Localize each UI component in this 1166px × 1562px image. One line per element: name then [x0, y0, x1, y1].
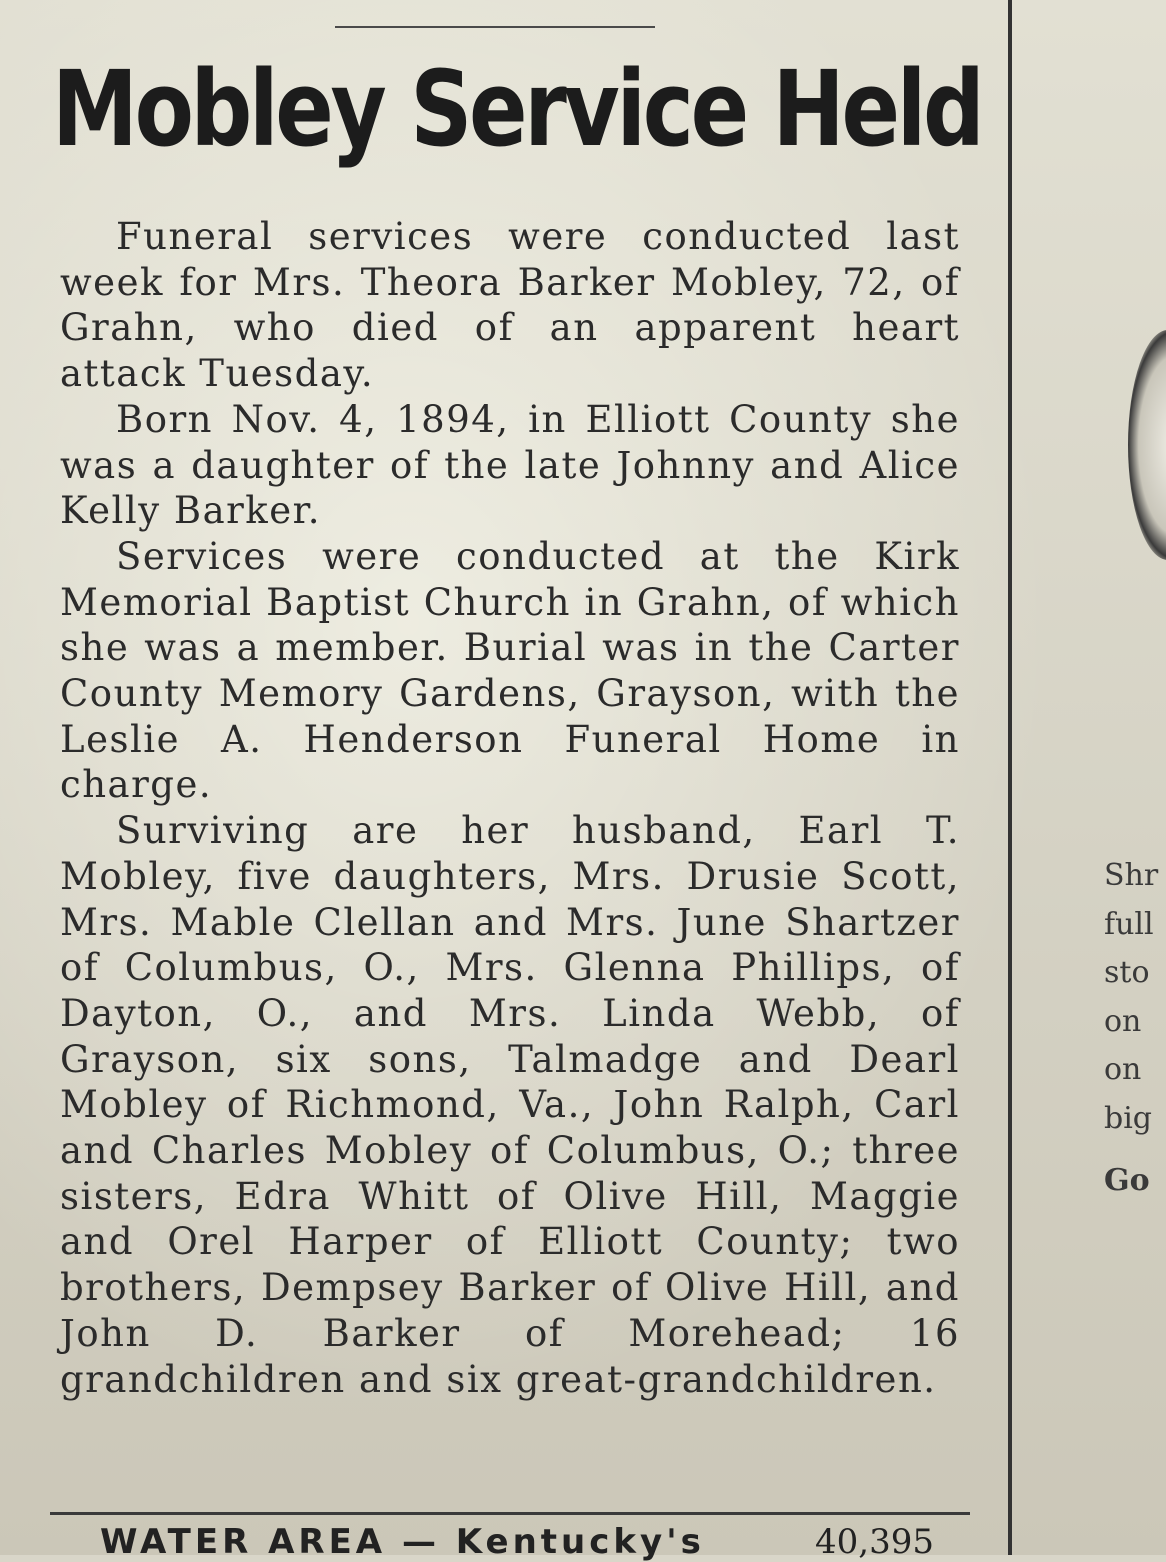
paragraph-4	[60, 808, 960, 1402]
obituary-article	[60, 214, 960, 1402]
adjacent-line: full	[1104, 906, 1154, 942]
paragraph-2	[60, 397, 960, 534]
adjacent-line: Go	[1104, 1163, 1150, 1198]
headline: Mobley Service Held	[52, 48, 982, 170]
top-rule	[335, 26, 655, 28]
adjacent-line: Shr	[1104, 858, 1159, 893]
next-article-figure: 40,395	[815, 1522, 934, 1562]
paragraph-1-text: Funeral services were conducted last week for Mrs. Theora Barker Mobley, 72, of Grahn, who died of an apparent heart attack Tuesday.	[60, 215, 960, 396]
paragraph-3	[60, 534, 960, 808]
paragraph-3-text: Services were conducted at the Kirk Memorial Baptist Church in Grahn, of which she was a member. Burial was in the Carter County Memory Gardens, Grayson, with the Leslie A. Henderson Funeral Home in charge.	[60, 534, 960, 807]
adjacent-line: on	[1104, 1052, 1142, 1087]
adjacent-line: big	[1104, 1100, 1153, 1136]
adjacent-line: on	[1104, 1003, 1142, 1039]
adjacent-line: sto	[1104, 955, 1150, 990]
adjacent-photo	[1128, 330, 1166, 560]
adjacent-column-text	[1104, 852, 1166, 1206]
paragraph-1	[60, 214, 960, 397]
paragraph-4-text: Surviving are her husband, Earl T. Mobley, five daughters, Mrs. Drusie Scott, Mrs. Mable Clellan and Mrs. June Shartzer of Columbus, O., Mrs. Glenna Phillips, of Dayton, O., and Mrs. Linda Webb, of Grayson, six sons, Talmadge and Dearl Mobley of Richmond, Va., John Ralph, Carl and Charles Mobley of Columbus, O.; three sisters, Edra Whitt of Olive Hill, Maggie and Orel Harper of Elliott County; two brothers, Dempsey Barker of Olive Hill, and John D. Barker of Morehead; 16 grandchildren and six great-grandchildren.	[60, 809, 960, 1401]
next-article-heading: WATER AREA — Kentucky's	[100, 1522, 705, 1562]
column-divider	[1008, 0, 1012, 1555]
paragraph-2-text: Born Nov. 4, 1894, in Elliott County she was a daughter of the late Johnny and Alice Kelly Barker.	[60, 397, 960, 533]
bottom-rule	[50, 1512, 970, 1515]
